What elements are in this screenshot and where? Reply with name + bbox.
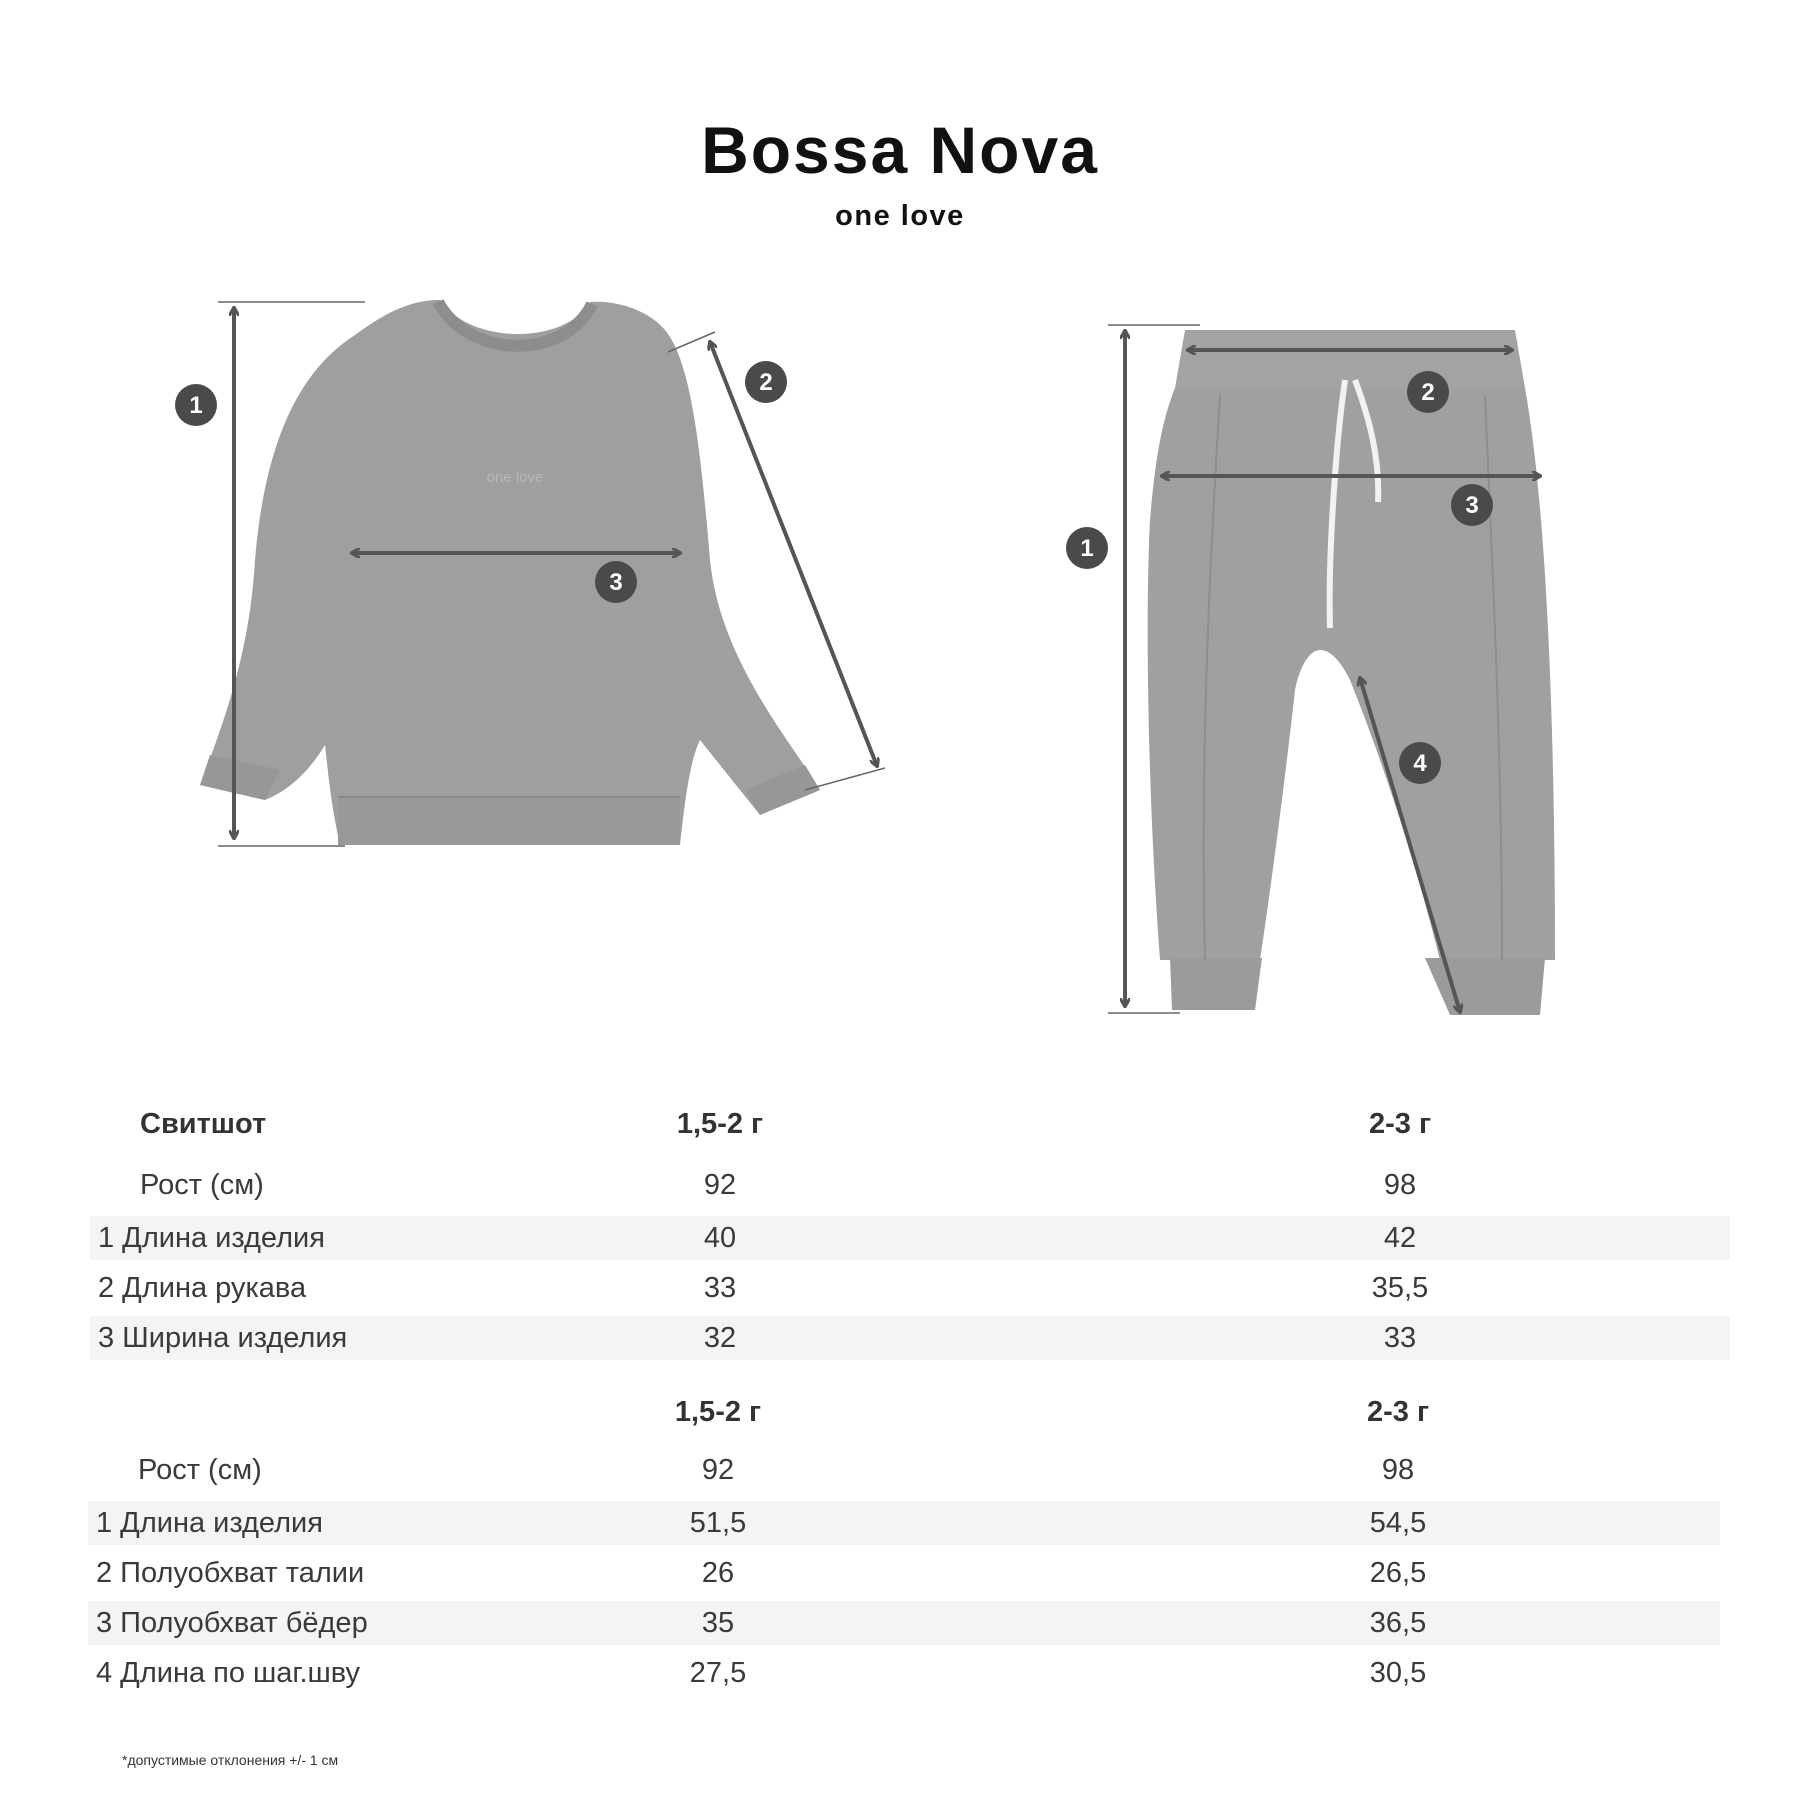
table-row xyxy=(90,1216,1730,1260)
sweatshirt-marker-3 xyxy=(595,561,637,603)
sweatshirt-guide-shoulder xyxy=(668,332,715,352)
row-value: 26 xyxy=(701,1557,735,1589)
pants-body xyxy=(1148,388,1555,960)
sweatshirt-marker-2 xyxy=(745,361,787,403)
row-value: 40 xyxy=(703,1222,737,1254)
svg-text:4: 4 xyxy=(1413,750,1427,777)
pants-size-table xyxy=(88,1390,1720,1695)
row-value: 42 xyxy=(1383,1222,1417,1254)
row-value: 98 xyxy=(1383,1169,1417,1201)
row-label: 3 Ширина изделия xyxy=(98,1322,348,1354)
svg-text:2: 2 xyxy=(1421,379,1435,406)
pants-table-header xyxy=(88,1390,1720,1434)
sweatshirt-guide-cuff xyxy=(805,768,885,790)
pants-cuff-right xyxy=(1425,958,1545,1015)
size-col-header: 1,5-2 г xyxy=(674,1396,762,1428)
row-value: 35 xyxy=(701,1607,735,1639)
pants-cuff-left xyxy=(1170,958,1262,1010)
row-value: 54,5 xyxy=(1369,1507,1427,1539)
svg-text:1: 1 xyxy=(1080,535,1094,562)
size-col-header: 2-3 г xyxy=(1366,1396,1430,1428)
sweatshirt-table-header xyxy=(90,1102,1730,1146)
row-value: 36,5 xyxy=(1369,1607,1427,1639)
row-value: 33 xyxy=(1383,1322,1417,1354)
tolerance-footnote: *допустимые отклонения +/- 1 см xyxy=(122,1752,339,1768)
table-row xyxy=(88,1551,1720,1595)
sweatshirt-table-title: Свитшот xyxy=(140,1108,267,1140)
sweatshirt-marker-1 xyxy=(175,384,217,426)
row-value: 30,5 xyxy=(1369,1657,1427,1689)
row-label: 2 Полуобхват талии xyxy=(96,1557,365,1589)
row-label: Рост (см) xyxy=(138,1454,262,1486)
row-value: 33 xyxy=(703,1272,737,1304)
table-row xyxy=(88,1501,1720,1545)
brand-name: Bossa Nova xyxy=(701,113,1099,187)
table-row xyxy=(90,1163,1730,1207)
size-col-header: 1,5-2 г xyxy=(676,1108,764,1140)
row-value: 32 xyxy=(703,1322,737,1354)
svg-text:2: 2 xyxy=(759,369,773,396)
pants-waistband xyxy=(1175,330,1525,388)
row-value: 27,5 xyxy=(689,1657,747,1689)
pants-marker-4 xyxy=(1399,742,1441,784)
brand-tagline: one love xyxy=(835,200,965,232)
row-value: 26,5 xyxy=(1369,1557,1427,1589)
row-value: 35,5 xyxy=(1371,1272,1429,1304)
pants-marker-2 xyxy=(1407,371,1449,413)
pants-marker-3 xyxy=(1451,484,1493,526)
row-label: 1 Длина изделия xyxy=(98,1222,325,1254)
row-value: 92 xyxy=(701,1454,735,1486)
pants-illustration xyxy=(1066,325,1555,1015)
table-row xyxy=(88,1448,1720,1492)
size-col-header: 2-3 г xyxy=(1368,1108,1432,1140)
row-value: 92 xyxy=(703,1169,737,1201)
svg-text:3: 3 xyxy=(1465,492,1479,519)
pants-marker-1 xyxy=(1066,527,1108,569)
row-label: 3 Полуобхват бёдер xyxy=(96,1607,368,1639)
svg-text:3: 3 xyxy=(609,569,623,596)
row-value: 51,5 xyxy=(689,1507,747,1539)
table-row xyxy=(88,1601,1720,1645)
svg-text:1: 1 xyxy=(189,392,203,419)
sweatshirt-illustration xyxy=(175,300,885,846)
row-value: 98 xyxy=(1381,1454,1415,1486)
table-row xyxy=(90,1316,1730,1360)
row-label: 4 Длина по шаг.шву xyxy=(96,1657,361,1689)
row-label: 2 Длина рукава xyxy=(98,1272,307,1304)
table-row xyxy=(90,1266,1730,1310)
sweatshirt-size-table xyxy=(90,1102,1730,1360)
sweatshirt-hem xyxy=(338,795,680,845)
table-row xyxy=(88,1651,1720,1695)
sweatshirt-print: one love xyxy=(486,469,544,486)
row-label: 1 Длина изделия xyxy=(96,1507,323,1539)
row-label: Рост (см) xyxy=(140,1169,264,1201)
